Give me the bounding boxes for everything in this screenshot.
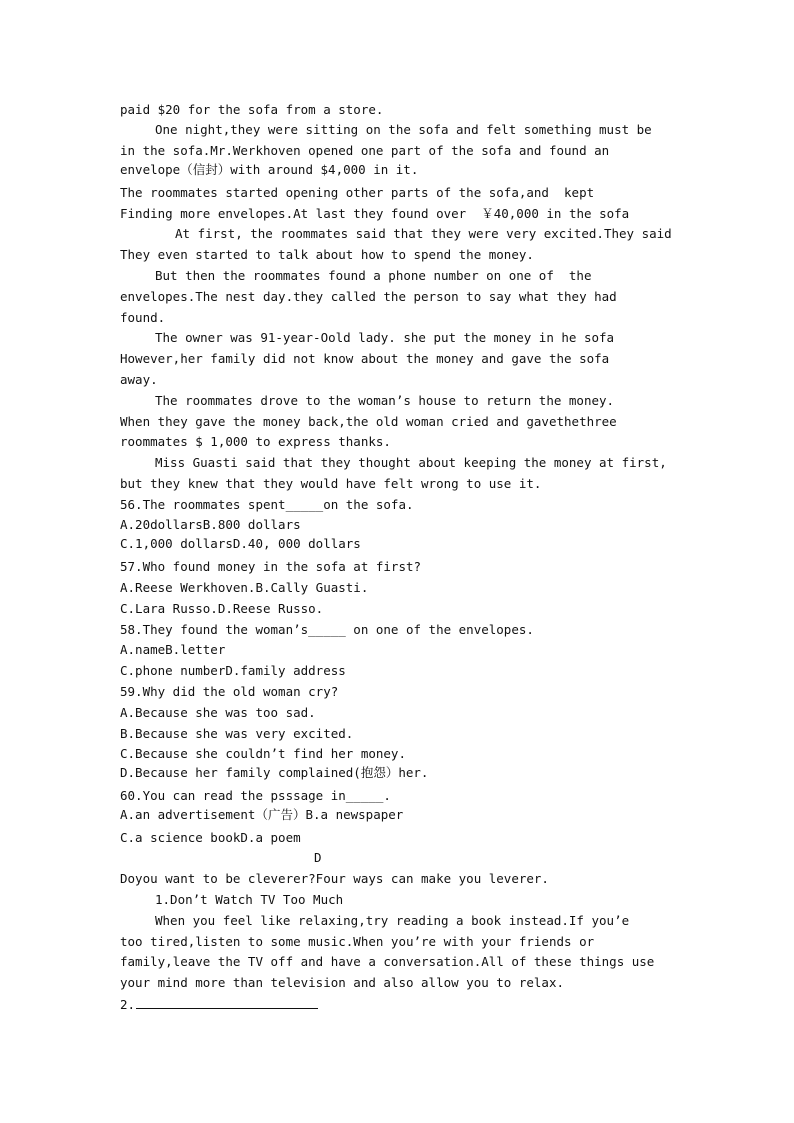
- question-59-option-a: A.Because she was too sad.: [120, 705, 316, 720]
- question-56-options-cd: C.1,000 dollarsD.40, 000 dollars: [120, 536, 361, 551]
- question-60-options-ab: A.an advertisement（广告）B.a newspaper: [120, 807, 404, 822]
- paragraph-line: Miss Guasti said that they thought about keeping the money at first,: [155, 455, 667, 470]
- question-59-option-c: C.Because she couldn’t find her money.: [120, 746, 406, 761]
- question-57-options-ab: A.Reese Werkhoven.B.Cally Guasti.: [120, 580, 369, 595]
- text-line: in the sofa.Mr.Werkhoven opened one part of the sofa and found an: [120, 143, 610, 158]
- question-56: 56.The roommates spent_____on the sofa.: [120, 497, 414, 512]
- paragraph-line: But then the roommates found a phone number on one of the: [155, 268, 592, 283]
- text-line: too tired,listen to some music.When you’re with your friends or: [120, 934, 595, 949]
- section-heading: D: [314, 850, 322, 865]
- question-59-option-d: D.Because her family complained(抱怨）her.: [120, 765, 429, 780]
- question-58-options-cd: C.phone numberD.family address: [120, 663, 346, 678]
- question-57: 57.Who found money in the sofa at first?: [120, 559, 422, 574]
- text-line: However,her family did not know about the money and gave the sofa: [120, 351, 610, 366]
- text-line: but they knew that they would have felt wrong to use it.: [120, 476, 542, 491]
- paragraph-line: The roommates drove to the woman’s house to return the money.: [155, 393, 615, 408]
- item-number: 2.: [120, 997, 136, 1012]
- numbered-blank-line: [120, 998, 318, 1012]
- question-59: 59.Why did the old woman cry?: [120, 684, 339, 699]
- text-line: your mind more than television and also allow you to relax.: [120, 975, 565, 990]
- text-line: found.: [120, 310, 166, 325]
- paragraph-line: At first, the roommates said that they were very excited.They said: [175, 226, 672, 241]
- question-58-options-ab: A.nameB.letter: [120, 642, 226, 657]
- text-line: When they gave the money back,the old woman cried and gavethethree: [120, 414, 617, 429]
- question-57-options-cd: C.Lara Russo.D.Reese Russo.: [120, 601, 324, 616]
- text-line: Finding more envelopes.At last they found over ￥40,000 in the sofa: [120, 206, 630, 221]
- text-line: envelopes.The nest day.they called the person to say what they had: [120, 289, 617, 304]
- text-line: They even started to talk about how to spend the money.: [120, 247, 534, 262]
- question-58: 58.They found the woman’s_____ on one of the envelopes.: [120, 622, 534, 637]
- text-line: roommates $ 1,000 to express thanks.: [120, 434, 391, 449]
- text-line: family,leave the TV off and have a conversation.All of these things use: [120, 954, 655, 969]
- paragraph-line: One night,they were sitting on the sofa and felt something must be: [155, 122, 652, 137]
- paragraph-line: The owner was 91-year-Oold lady. she put the money in he sofa: [155, 330, 615, 345]
- paragraph-line: When you feel like relaxing,try reading a book instead.If you’e: [155, 913, 630, 928]
- question-60-options-cd: C.a science bookD.a poem: [120, 830, 301, 845]
- question-59-option-b: B.Because she was very excited.: [120, 726, 354, 741]
- subheading: 1.Don’t Watch TV Too Much: [155, 892, 344, 907]
- text-line: The roommates started opening other parts of the sofa,and kept: [120, 185, 595, 200]
- text-line: away.: [120, 372, 158, 387]
- question-56-options-ab: A.20dollarsB.800 dollars: [120, 517, 301, 532]
- text-line: envelope（信封）with around $4,000 in it.: [120, 162, 419, 177]
- answer-blank: [136, 998, 318, 1009]
- question-60: 60.You can read the psssage in_____.: [120, 788, 391, 803]
- passage-title: Doyou want to be cleverer?Four ways can make you leverer.: [120, 871, 549, 886]
- text-line: paid $20 for the sofa from a store.: [120, 102, 384, 117]
